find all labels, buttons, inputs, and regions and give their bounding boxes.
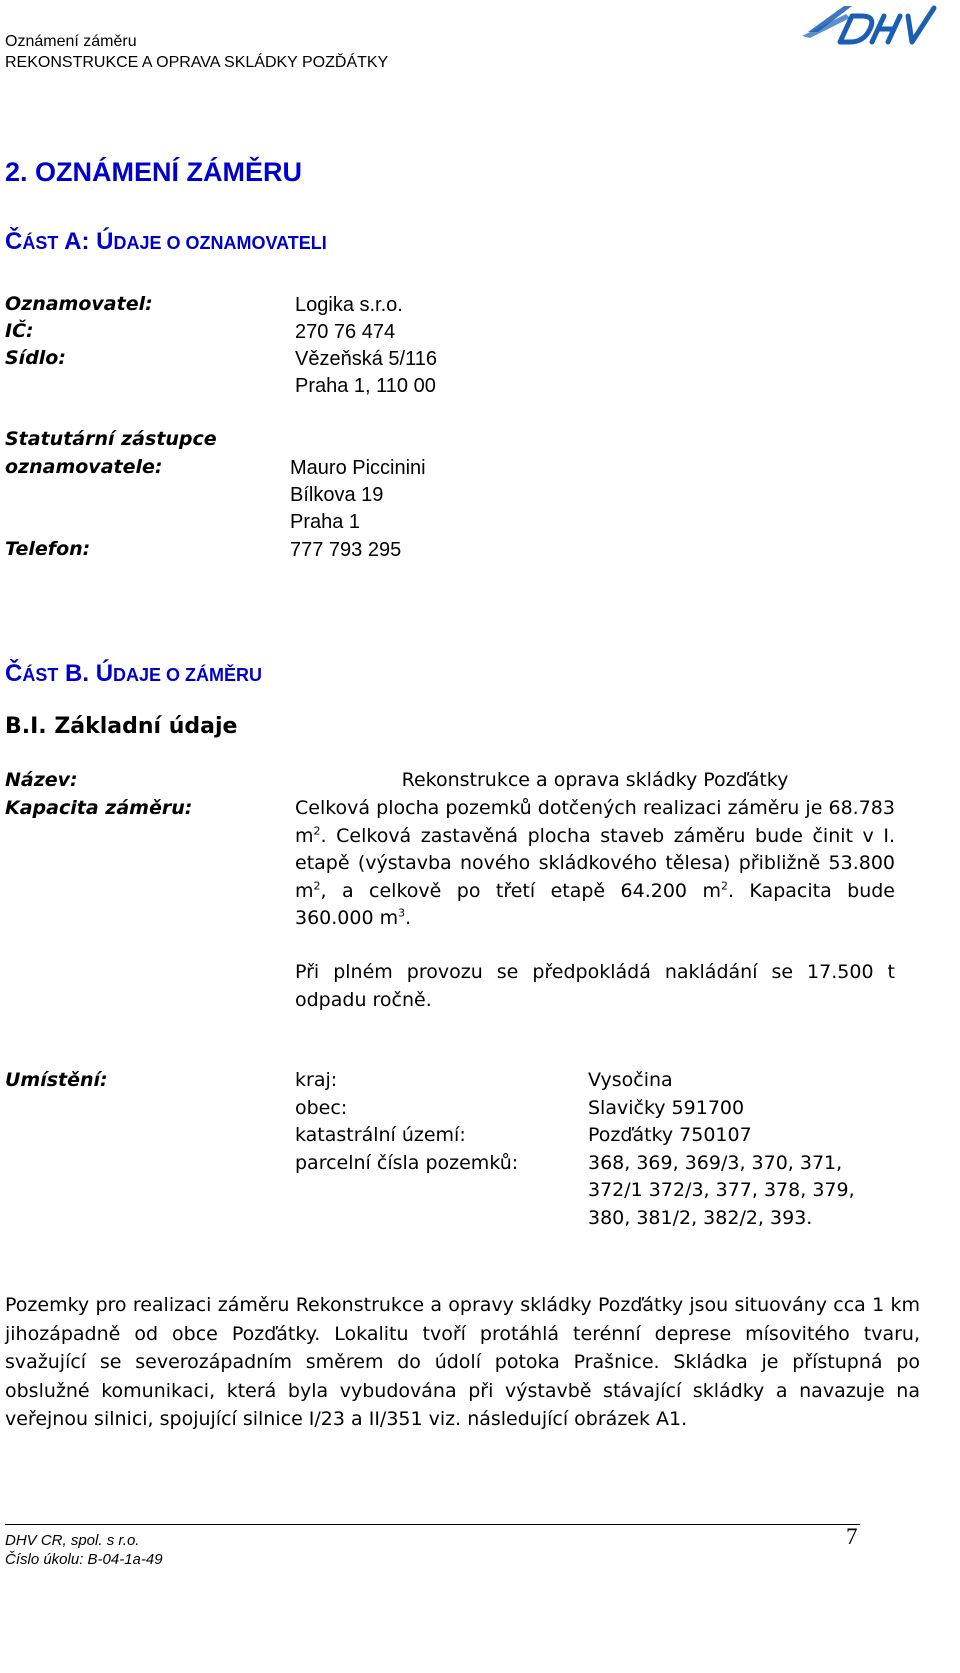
location-table bbox=[0, 1067, 960, 1237]
location-key: kraj: bbox=[295, 1069, 338, 1091]
location-value: 380, 381/2, 382/2, 393. bbox=[588, 1206, 813, 1229]
ic-label: IČ: bbox=[5, 320, 34, 342]
location-value: 372/1 372/3, 377, 378, 379, bbox=[588, 1179, 855, 1201]
location-row bbox=[0, 1067, 960, 1095]
part-b-heading: ČÁST B. ÚDAJE O ZÁMĚRU bbox=[5, 660, 263, 687]
part-a-heading: ČÁST A: ÚDAJE O OZNAMOVATELI bbox=[5, 228, 327, 255]
location-row bbox=[0, 1177, 960, 1205]
location-value: Pozďátky 750107 bbox=[588, 1124, 752, 1146]
location-row bbox=[0, 1095, 960, 1123]
footer-divider bbox=[5, 1524, 860, 1525]
page-number: 7 bbox=[846, 1524, 858, 1549]
nazev-value: Rekonstrukce a oprava skládky Pozďátky bbox=[401, 769, 789, 791]
statutar-city: Praha 1 bbox=[290, 511, 361, 533]
sidlo-label: Sídlo: bbox=[5, 347, 66, 369]
telefon-value: 777 793 295 bbox=[290, 539, 402, 561]
header-doc-type: Oznámení záměru bbox=[5, 33, 137, 50]
oznamovatel-label: Oznamovatel: bbox=[5, 293, 153, 315]
oznamovatel-value: Logika s.r.o. bbox=[295, 294, 403, 316]
statutar-name: Mauro Piccinini bbox=[290, 457, 426, 479]
location-row bbox=[0, 1150, 960, 1178]
location-description: Pozemky pro realizaci záměru Rekonstrukce a opravy skládky Pozďátky jsou situovány cca 1 km jihozápadně od obce Pozďátky. Lokalitu tvoří protáhlá terénní deprese mísovitého tvaru, svažující se severozápadním směrem do údolí potoka Prašnice. Skládka je přístupná po obslužné komunikaci, která byla vybudována při výstavbě stávající skládky a navazuje na veřejnou silnici, spojující silnice I/23 a II/351 viz. následující obrázek A1. bbox=[5, 1294, 920, 1430]
sidlo-line2: Praha 1, 110 00 bbox=[295, 375, 436, 397]
location-row bbox=[0, 1205, 960, 1233]
umisteni-label: Umístění: bbox=[5, 1069, 108, 1091]
location-value: 368, 369, 369/3, 370, 371, bbox=[588, 1151, 843, 1174]
footer-company: DHV CR, spol. s r.o. bbox=[5, 1532, 140, 1549]
location-value: Slavičky 591700 bbox=[588, 1096, 745, 1119]
location-key: obec: bbox=[295, 1096, 348, 1119]
statutar-street: Bílkova 19 bbox=[290, 484, 384, 506]
sidlo-line1: Vězeňská 5/116 bbox=[295, 348, 437, 370]
ic-value: 270 76 474 bbox=[295, 321, 396, 343]
location-value: Vysočina bbox=[588, 1069, 673, 1091]
header-project-name: REKONSTRUKCE A OPRAVA SKLÁDKY POZĎÁTKY bbox=[5, 54, 389, 71]
statutar-label-line1: Statutární zástupce bbox=[5, 428, 217, 450]
b1-heading: B.I. Základní údaje bbox=[5, 714, 238, 739]
statutar-label-line2: oznamovatele: bbox=[5, 456, 163, 478]
footer-task-number: Číslo úkolu: B-04-1a-49 bbox=[5, 1551, 163, 1568]
kapacita-label: Kapacita záměru: bbox=[5, 797, 193, 819]
kapacita-throughput: Při plném provozu se předpokládá nakládání se 17.500 t odpadu ročně. bbox=[295, 961, 895, 1011]
location-row bbox=[0, 1122, 960, 1150]
telefon-label: Telefon: bbox=[5, 538, 91, 560]
main-title: 2. OZNÁMENÍ ZÁMĚRU bbox=[5, 157, 302, 187]
location-key: katastrální území: bbox=[295, 1124, 466, 1146]
kapacita-text: Celková plocha pozemků dotčených realizaci záměru je 68.783 $m^2$. Celková zastavěná plocha staveb záměru bude činit v I. etapě (výstavba nového skládkového tělesa) přibližně 53.800 $m^2$, a celkově po třetí etapě 64.200 $m^2$. Kapacita bude 360.000 $m^3$. bbox=[295, 797, 895, 929]
location-key: parcelní čísla pozemků: bbox=[295, 1151, 519, 1174]
dhv-logo bbox=[800, 2, 940, 50]
nazev-label: Název: bbox=[5, 769, 78, 791]
